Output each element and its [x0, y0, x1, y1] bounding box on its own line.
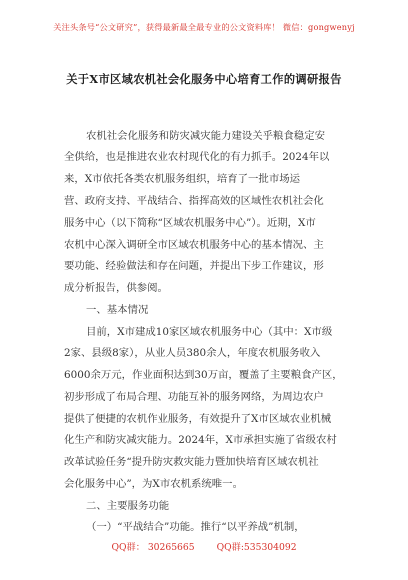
footer-qq-group-1: QQ群： 30265665 — [111, 542, 195, 553]
header-banner: 关注头条号“公文研究”，获得最新最全最专业的公文资料库！ 微信：gongwenyj — [53, 22, 355, 32]
paragraph-line: 化生产和防灾减灾能力。2024年，X市承担实施了省级农村 — [64, 434, 337, 446]
paragraph-line: 来，X市依托各类农机服务组织，培育了一批市场运 — [64, 173, 300, 185]
paragraph-line: 成分析报告，供参阅。 — [64, 282, 168, 294]
paragraph-line: 营、政府支持、平战结合、指挥高效的区域性农机社会化 — [64, 195, 324, 207]
footer-banner — [0, 539, 408, 553]
paragraph-line: 服务中心（以下简称“区域农机服务中心”）。近期，X市 — [64, 217, 316, 229]
paragraph-line: （一）“平战结合”功能。推行“以平养战”机制， — [86, 521, 305, 533]
document-title: 关于X市区域农机社会化服务中心培育工作的调研报告 — [66, 72, 342, 86]
paragraph-line: 要功能、经验做法和存在问题，并提出下步工作建议，形 — [64, 260, 324, 272]
paragraph-line: 全供给，也是推进农业农村现代化的有力抓手。2024年以 — [64, 151, 330, 163]
section-heading: 一、基本情况 — [86, 304, 149, 316]
paragraph-line: 农机中心深入调研全市区域农机服务中心的基本情况、主 — [64, 239, 324, 251]
paragraph-line: 目前，X市建成10家区域农机服务中心（其中：X市级 — [86, 326, 333, 338]
paragraph-line: 2家、县级8家），从业人员380余人，年度农机服务收入 — [64, 347, 321, 359]
paragraph-line: 改革试验任务“提升防灾救灾能力暨加快培育区域农机社 — [64, 456, 319, 468]
paragraph-line: 6000余万元，作业面积达到30万亩，覆盖了主要粮食产区， — [64, 369, 343, 381]
footer-qq-group-2: QQ群:535304092 — [216, 542, 297, 553]
paragraph-line: 农机社会化服务和防灾减灾能力建设关乎粮食稳定安 — [86, 130, 325, 142]
paragraph-line: 提供了便捷的农机作业服务，有效提升了X市区域农业机械 — [64, 413, 332, 425]
section-heading: 二、主要服务功能 — [86, 500, 170, 512]
paragraph-line: 初步形成了布局合理、功能互补的服务网络，为周边农户 — [64, 391, 324, 403]
paragraph-line: 会化服务中心”，为X市农机系统唯一。 — [64, 478, 243, 490]
